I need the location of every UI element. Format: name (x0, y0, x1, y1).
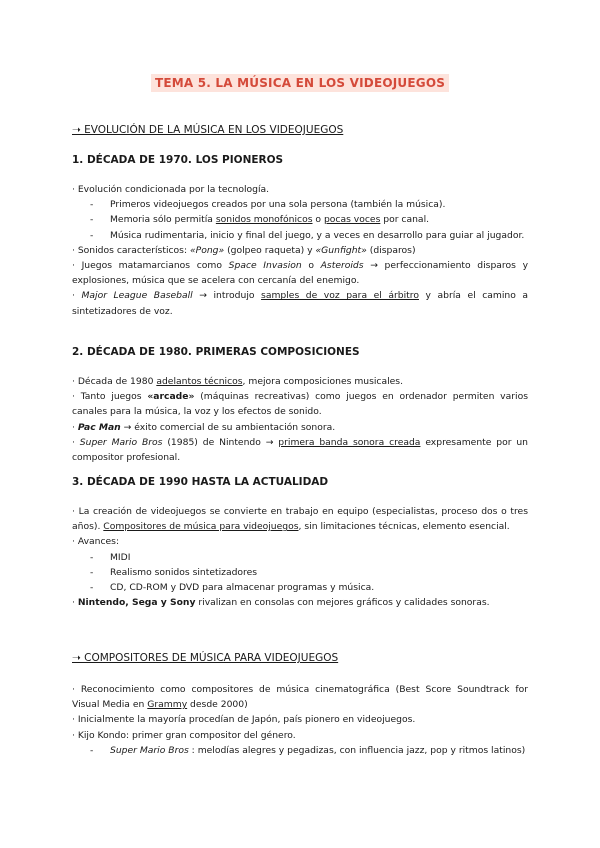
page-title: TEMA 5. LA MÚSICA EN LOS VIDEOJUEGOS (151, 74, 449, 92)
dash-item: - CD, CD-ROM y DVD para almacenar programas y música. (90, 582, 375, 594)
bullet: · Reconocimiento como compositores de música cinematográfica (Best Score Soundtrack for Visual Media en Grammy desde 2000) (72, 684, 528, 711)
heading-1980s: 2. DÉCADA DE 1980. PRIMERAS COMPOSICIONES (72, 346, 360, 358)
dash-item: - Memoria sólo permitía sonidos monofónicos o pocas voces por canal. (90, 214, 430, 226)
bullet: · Kijo Kondo: primer gran compositor del género. (72, 729, 296, 741)
bullet: · Super Mario Bros (1985) de Nintendo → primera banda sonora creada expresamente por un compositor profesional. (72, 436, 529, 464)
heading-1970s: 1. DÉCADA DE 1970. LOS PIONEROS (72, 154, 284, 166)
heading-1990s: 3. DÉCADA DE 1990 HASTA LA ACTUALIDAD (72, 476, 329, 488)
bullet: · Major League Baseball → introdujo samples de voz para el árbitro y abría el camino a sintetizadores de voz. (72, 290, 529, 317)
bullet: · Evolución condicionada por la tecnología. (72, 184, 270, 195)
block-composers (72, 682, 528, 758)
dash-item: - Super Mario Bros : melodías alegres y pegadizas, con influencia jazz, pop y ritmos latinos) (90, 744, 526, 756)
bullet: · La creación de videojuegos se convierte en trabajo en equipo (especialistas, proceso dos o tres años). Compositores de música para videojuegos, sin limitaciones técnicas, elemento esencial. (72, 506, 528, 533)
block-1980s (72, 374, 528, 465)
bullet: · Tanto juegos «arcade» (máquinas recreativas) como juegos en ordenador permiten varios canales para la música, la voz y los efectos de sonido. (72, 391, 528, 418)
bullet: · Juegos matamarcianos como Space Invasion o Asteroids → perfeccionamiento disparos y explosiones, música que se acelera con cercanía del enemigo. (72, 260, 529, 287)
bullet: · Pac Man → éxito comercial de su ambientación sonora. (72, 421, 336, 433)
bullet: · Avances: (72, 536, 120, 548)
dash-item: - MIDI (90, 551, 131, 563)
section-heading-evolution: ➝ EVOLUCIÓN DE LA MÚSICA EN LOS VIDEOJUEGOS (72, 124, 344, 136)
section-heading-composers: ➝ COMPOSITORES DE MÚSICA PARA VIDEOJUEGOS (72, 652, 339, 664)
block-1990s (72, 504, 528, 610)
dash-item: - Realismo sonidos sintetizadores (90, 566, 258, 578)
block-1970s (72, 182, 528, 319)
dash-item: - Primeros videojuegos creados por una sola persona (también la música). (90, 199, 446, 211)
dash-item: - Música rudimentaria, inicio y final del juego, y a veces en desarrollo para guiar al jugador. (90, 229, 525, 241)
bullet: · Sonidos característicos: «Pong» (golpeo raqueta) y «Gunfight» (disparos) (72, 244, 416, 256)
title-wrapper (0, 72, 600, 92)
bullet: · Nintendo, Sega y Sony rivalizan en consolas con mejores gráficos y calidades sonoras. (72, 597, 490, 609)
bullet: · Inicialmente la mayoría procedían de Japón, país pionero en videojuegos. (72, 714, 416, 726)
bullet: · Década de 1980 adelantos técnicos, mejora composiciones musicales. (72, 376, 404, 387)
